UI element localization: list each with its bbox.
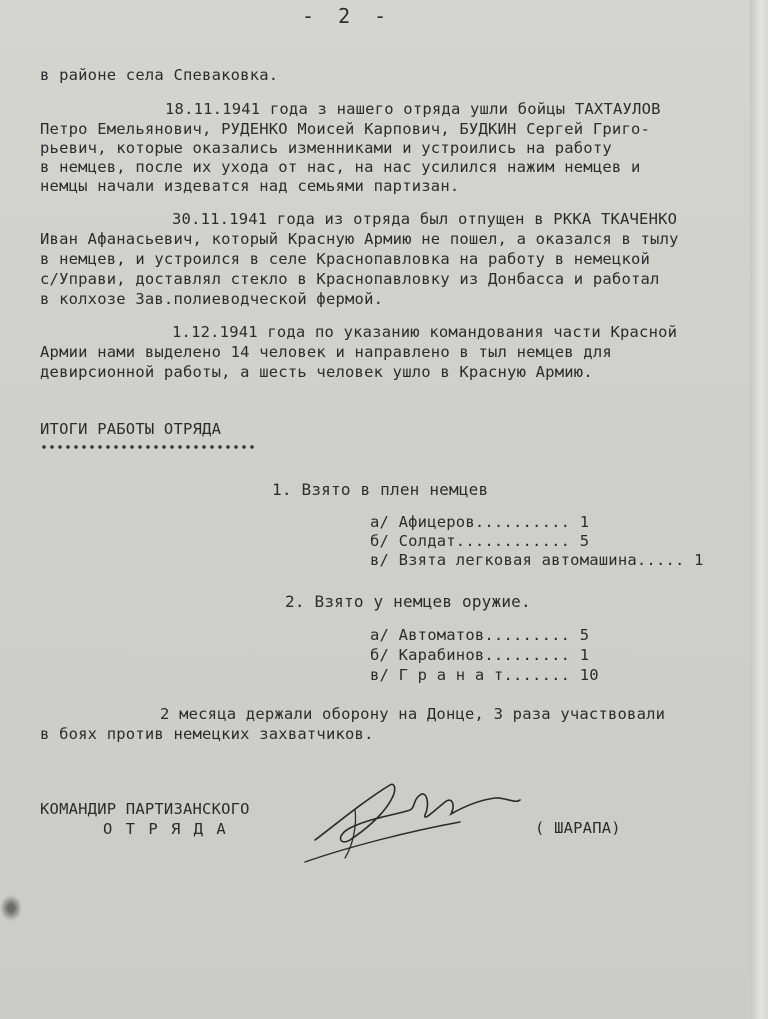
list-item: б/ Солдат............ 5 [370,532,590,550]
text-line: 2 месяца держали оборону на Донце, 3 раза участвовали [160,705,666,723]
ink-blot [0,895,22,921]
results-heading: ИТОГИ РАБОТЫ ОТРЯДА [40,420,222,438]
text-line: в немцев, и устроился в селе Краснопавловка на работу в немецкой [40,250,651,268]
text-line: девирсионной работы, а шесть человек ушло в Красную Армию. [40,363,593,381]
text-line: 30.11.1941 года из отряда был отпущен в РККА ТКАЧЕНКО [172,210,678,228]
text-line: Иван Афанасьевич, который Красную Армию не пошел, а оказался в тылу [40,230,679,248]
list-item: б/ Карабинов......... 1 [370,646,590,664]
signature-name: ( ШАРАПА) [535,819,621,837]
text-line: с/Управи, доставлял стекло в Краснопавловку из Донбасса и работал [40,270,660,288]
signature-title: О Т Р Я Д А [103,820,228,838]
list-item: в/ Г р а н а т....... 10 [370,666,599,684]
text-line: 1.12.1941 года по указанию командования части Красной [172,323,678,341]
list-item: в/ Взята легковая автомашина..... 1 [370,551,704,569]
text-line: 18.11.1941 года з нашего отряда ушли бойцы ТАХТАУЛОВ [165,100,661,118]
text-line: в районе села Спеваковка. [40,66,279,84]
page-edge [750,0,768,1019]
handwritten-signature [295,770,525,870]
page-number: - 2 - [302,4,393,28]
list-item: а/ Автоматов......... 5 [370,626,590,644]
text-line: в колхозе Зав.полиеводческой фермой. [40,290,384,308]
text-line: немцы начали издеватся над семьями партизан. [40,177,460,195]
text-line: в немцев, после их ухода от нас, на нас усилился нажим немцев и [40,158,641,176]
section-title: 2. Взято у немцев оружие. [285,592,531,611]
signature-title: КОМАНДИР ПАРТИЗАНСКОГО [40,800,250,818]
text-line: Петро Емельянович, РУДЕНКО Моисей Карпович, БУДКИН Сергей Григо- [40,120,651,138]
section-title: 1. Взято в плен немцев [272,480,489,499]
list-item: а/ Афицеров.......... 1 [370,513,590,531]
text-line: рьевич, которые оказались изменниками и устроились на работу [40,139,612,157]
text-line: Армии нами выделено 14 человек и направлено в тыл немцев для [40,343,612,361]
heading-dotted-rule [40,444,255,450]
text-line: в боях против немецких захватчиков. [40,725,374,743]
